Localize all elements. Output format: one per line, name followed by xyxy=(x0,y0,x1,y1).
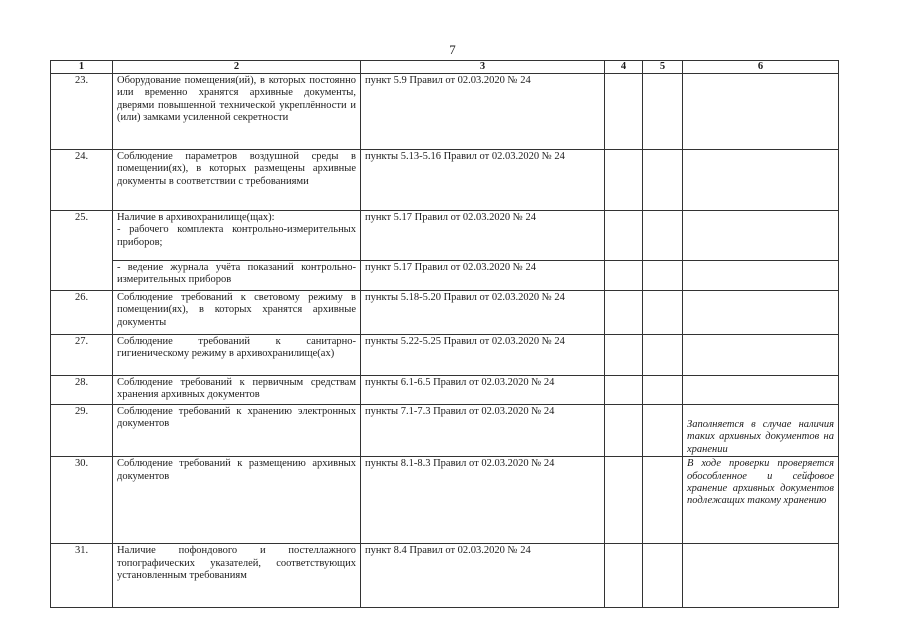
note-cell xyxy=(683,291,839,335)
column-header-1: 1 xyxy=(51,61,113,74)
column-5-cell xyxy=(643,544,683,608)
note-cell: Заполняется в случае наличия таких архивных документов на хранении xyxy=(683,405,839,457)
column-4-cell xyxy=(605,457,643,544)
reference-cell: пункты 5.22-5.25 Правил от 02.03.2020 № 24 xyxy=(361,335,605,376)
row-number: 26. xyxy=(51,291,113,335)
reference-cell: пункт 5.9 Правил от 02.03.2020 № 24 xyxy=(361,74,605,150)
row-number: 25. xyxy=(51,211,113,291)
reference-cell: пункт 5.17 Правил от 02.03.2020 № 24 xyxy=(361,211,605,261)
column-5-cell xyxy=(643,405,683,457)
inspection-table xyxy=(50,60,839,608)
row-number: 29. xyxy=(51,405,113,457)
requirement-cell: Соблюдение требований к санитарно-гигиеническому режиму в архивохранилище(ах) xyxy=(113,335,361,376)
column-header-4: 4 xyxy=(605,61,643,74)
column-4-cell xyxy=(605,150,643,211)
row-number: 28. xyxy=(51,376,113,405)
column-5-cell xyxy=(643,211,683,261)
reference-cell: пункты 5.13-5.16 Правил от 02.03.2020 № 24 xyxy=(361,150,605,211)
page-number: 7 xyxy=(449,42,456,57)
column-header-6: 6 xyxy=(683,61,839,74)
row-number: 24. xyxy=(51,150,113,211)
row-number: 30. xyxy=(51,457,113,544)
reference-cell: пункты 8.1-8.3 Правил от 02.03.2020 № 24 xyxy=(361,457,605,544)
row-number: 31. xyxy=(51,544,113,608)
requirement-title: Наличие в архивохранилище(щах): xyxy=(117,212,275,223)
column-4-cell xyxy=(605,291,643,335)
reference-cell: пункты 7.1-7.3 Правил от 02.03.2020 № 24 xyxy=(361,405,605,457)
reference-cell: пункты 5.18-5.20 Правил от 02.03.2020 № 24 xyxy=(361,291,605,335)
column-5-cell xyxy=(643,261,683,291)
column-4-cell xyxy=(605,405,643,457)
table-row xyxy=(51,291,839,335)
requirement-cell: Соблюдение требований к световому режиму в помещении(ях), в которых хранятся архивные документы xyxy=(113,291,361,335)
requirement-cell: Оборудование помещения(ий), в которых постоянно или временно хранятся архивные документы, дверями повышенной технической укреплённости и (или) замками усиленной секретности xyxy=(113,74,361,150)
column-4-cell xyxy=(605,376,643,405)
requirement-cell: Соблюдение требований к хранению электронных документов xyxy=(113,405,361,457)
column-5-cell xyxy=(643,291,683,335)
note-cell xyxy=(683,376,839,405)
requirement-cell: Соблюдение требований к размещению архивных документов xyxy=(113,457,361,544)
table-row xyxy=(51,544,839,608)
reference-cell: пункт 8.4 Правил от 02.03.2020 № 24 xyxy=(361,544,605,608)
column-5-cell xyxy=(643,376,683,405)
requirement-cell xyxy=(113,211,361,261)
requirement-item: - ведение журнала учёта показаний контрольно-измерительных приборов xyxy=(113,261,361,291)
requirement-cell: Соблюдение параметров воздушной среды в помещении(ях), в которых размещены архивные документы в соответствии с требованиями xyxy=(113,150,361,211)
note-cell xyxy=(683,211,839,261)
note-cell xyxy=(683,150,839,211)
requirement-cell: Соблюдение требований к первичным средствам хранения архивных документов xyxy=(113,376,361,405)
note-cell: В ходе проверки проверяется обособленное и сейфовое хранение архивных документов подлежащих такому хранению xyxy=(683,457,839,544)
table-row xyxy=(51,211,839,261)
column-header-2: 2 xyxy=(113,61,361,74)
note-cell xyxy=(683,335,839,376)
column-4-cell xyxy=(605,544,643,608)
row-number: 23. xyxy=(51,74,113,150)
table-row xyxy=(51,405,839,457)
reference-cell: пункты 6.1-6.5 Правил от 02.03.2020 № 24 xyxy=(361,376,605,405)
column-5-cell xyxy=(643,150,683,211)
column-4-cell xyxy=(605,211,643,261)
table-row xyxy=(51,261,839,291)
column-5-cell xyxy=(643,335,683,376)
column-5-cell xyxy=(643,457,683,544)
column-4-cell xyxy=(605,74,643,150)
table-row xyxy=(51,457,839,544)
row-number: 27. xyxy=(51,335,113,376)
table-row xyxy=(51,74,839,150)
column-4-cell xyxy=(605,261,643,291)
requirement-item: - рабочего комплекта контрольно-измерительных приборов; xyxy=(117,224,356,248)
column-header-3: 3 xyxy=(361,61,605,74)
note-cell xyxy=(683,261,839,291)
column-4-cell xyxy=(605,335,643,376)
table-row xyxy=(51,376,839,405)
column-header-5: 5 xyxy=(643,61,683,74)
table-row xyxy=(51,335,839,376)
column-5-cell xyxy=(643,74,683,150)
table-header-row xyxy=(51,61,839,74)
requirement-cell: Наличие пофондового и постеллажного топографических указателей, соответствующих установленным требованиям xyxy=(113,544,361,608)
note-cell xyxy=(683,544,839,608)
note-cell xyxy=(683,74,839,150)
table-row xyxy=(51,150,839,211)
reference-cell: пункт 5.17 Правил от 02.03.2020 № 24 xyxy=(361,261,605,291)
